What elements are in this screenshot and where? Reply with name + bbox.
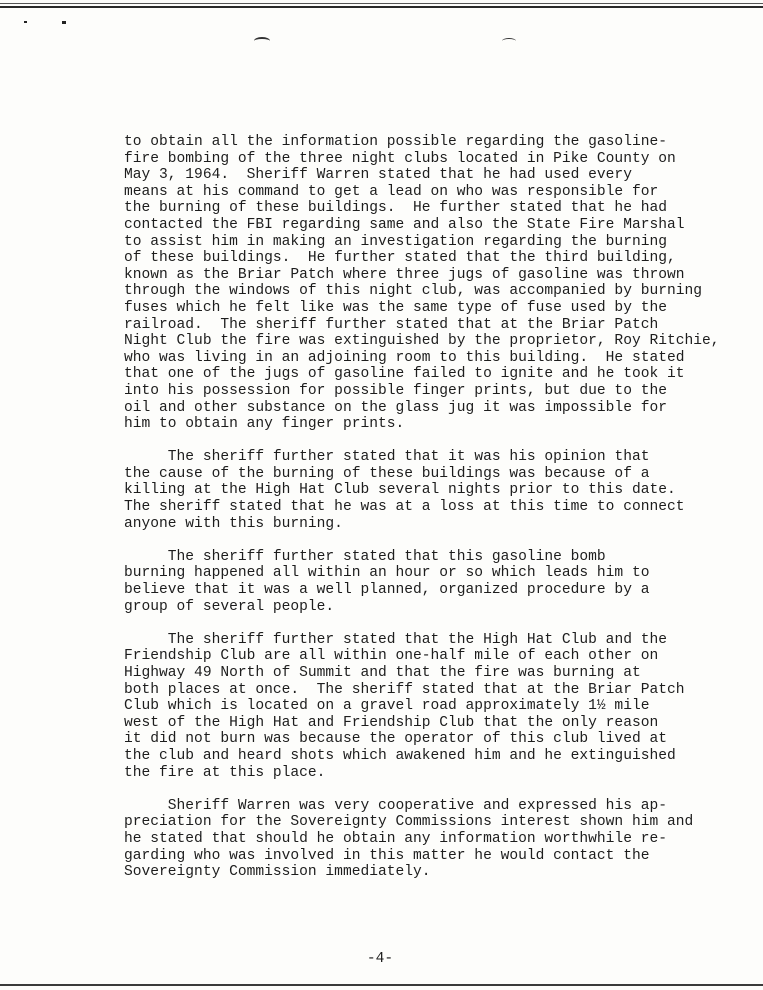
scan-speck: [62, 21, 66, 24]
scan-speck: [24, 21, 27, 23]
paragraph: Sheriff Warren was very cooperative and expressed his ap- preciation for the Sovereignty Commissions interest shown him and he stated that should he obtain any information worthwhile re- garding who was involved in this matter he would contact the Sovereignty Commission immediately.: [124, 797, 694, 881]
document-body: [124, 134, 754, 897]
scan-edge-line: [0, 984, 763, 986]
scan-mark: [502, 38, 516, 44]
scan-edge-line: [0, 6, 763, 8]
paragraph: The sheriff further stated that it was his opinion that the cause of the burning of these buildings was because of a killing at the High Hat Club several nights prior to this date. The sheriff stated that he was at a loss at this time to connect anyone with this burning.: [124, 449, 685, 532]
paragraph: to obtain all the information possible regarding the gasoline- fire bombing of the three night clubs located in Pike County on May 3, 1964. Sheriff Warren stated that he had used every means at his command to get a lead on who was responsible for the burning of these buildings. He further stated that he had contacted the FBI regarding same and also the State Fire Marshal to assist him in making an investigation regarding the burning of these buildings. He further stated that the third building, known as the Briar Patch where three jugs of gasoline was thrown through the windows of this night club, was accompanied by burning fuses which he felt like was the same type of fuse used by the railroad. The sheriff further stated that at the Briar Patch Night Club the fire was extinguished by the proprietor, Roy Ritchie, who was living in an adjoining room to this building. He stated that one of the jugs of gasoline failed to ignite and he took it into his possession for possible finger prints, but due to the oil and other substance on the glass jug it was impossible for him to obtain any finger prints.: [124, 134, 720, 433]
paragraph: The sheriff further stated that the High Hat Club and the Friendship Club are all within one-half mile of each other on Highway 49 North of Summit and that the fire was burning at both places at once. The sheriff stated that at the Briar Patch Club which is located on a gravel road approximately 1½ mile west of the High Hat and Friendship Club that the only reason it did not burn was because the operator of this club lived at the club and heard shots which awakened him and he extinguished the fire at this place.: [124, 631, 685, 781]
scan-mark: [254, 37, 270, 45]
scan-edge-line: [0, 3, 763, 4]
page-number: -4-: [366, 951, 394, 967]
paragraph: The sheriff further stated that this gasoline bomb burning happened all within an hour or so which leads him to believe that it was a well planned, organized procedure by a group of several people.: [124, 548, 650, 615]
